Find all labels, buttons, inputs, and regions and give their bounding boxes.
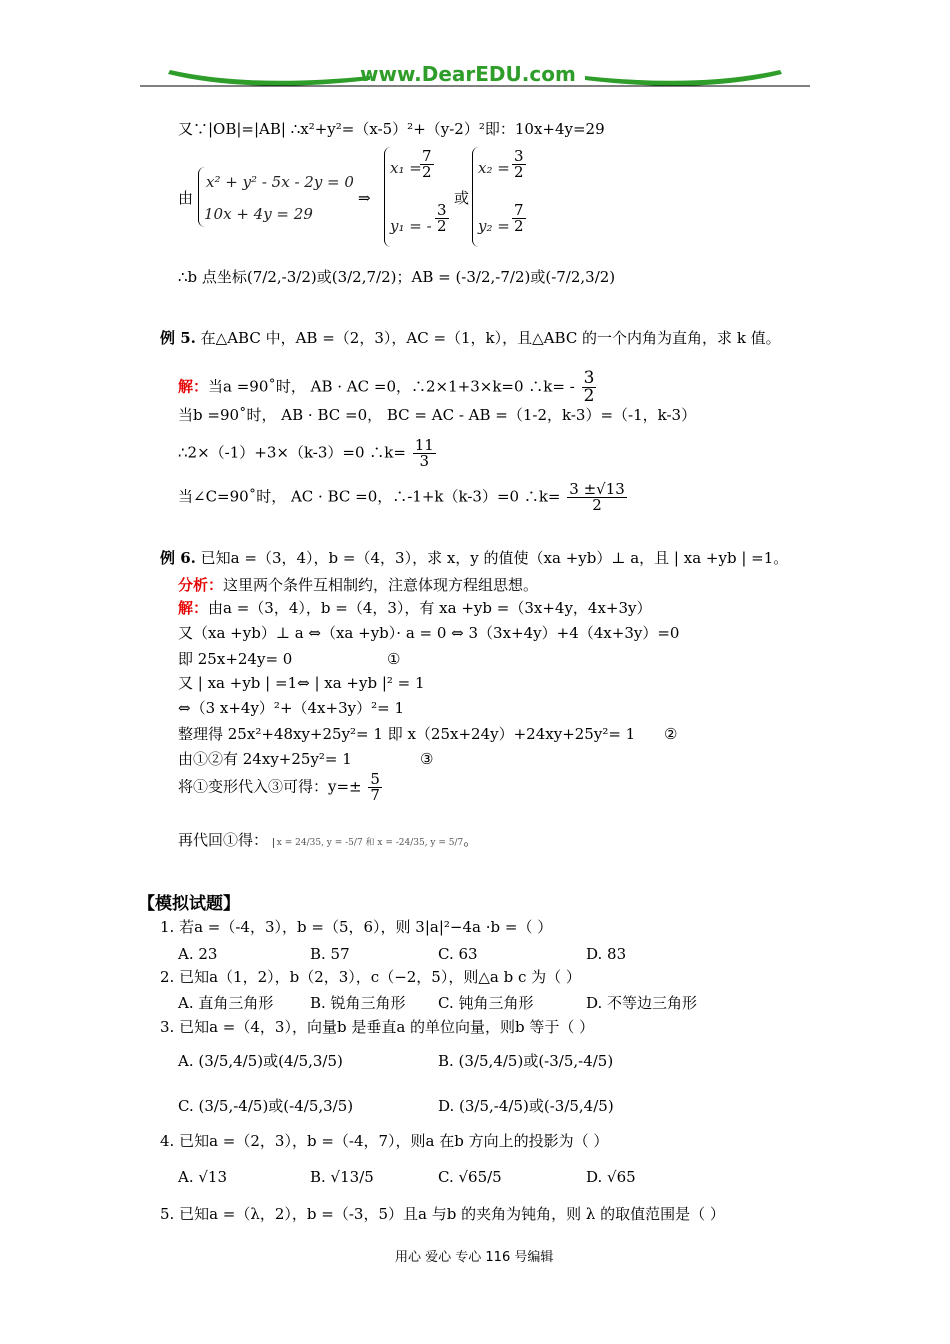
- ex6-line-9-end: 。: [463, 831, 479, 849]
- q1-opt-c: C. 63: [438, 945, 478, 963]
- ex6-sol-label: 解：: [178, 599, 209, 617]
- ex5-header: [160, 331, 781, 346]
- x2-label: x₂ =: [478, 159, 510, 177]
- y2-den: 2: [514, 217, 524, 235]
- ex6-line-9: [178, 833, 478, 848]
- q1: 1. 若a =（-4，3），b =（5，6），则 3|a|²−4a ·b =（ ）: [160, 918, 553, 936]
- header-logo-text: www.DearEDU.com: [360, 62, 576, 86]
- ex5-l4-den: 2: [567, 497, 627, 513]
- ex5-l1-num: 3: [583, 368, 595, 388]
- ex6-mark-3: ③: [420, 750, 434, 768]
- ex6-mark-2: ②: [664, 725, 678, 743]
- q3-opt-c: C. (3/5,-4/5)或(-4/5,3/5): [178, 1097, 354, 1115]
- equation-system: [178, 145, 598, 250]
- ex5-line-1-frac: [582, 370, 597, 405]
- ex6-analysis-text: 这里两个条件互相制约，注意体现方程组思想。: [223, 576, 539, 594]
- q4: 4. 已知a =（2，3），b =（-4，7），则a 在b 方向上的投影为（ ）: [160, 1132, 609, 1150]
- ex5-line-4: [178, 482, 629, 513]
- ex6-question: 已知a =（3，4），b =（4，3），求 x，y 的值使（xa +yb）⊥ a，且 | xa +yb | =1。: [200, 549, 789, 567]
- ex5-line-4-text: 当∠C=90˚时， AC · BC =0，∴-1+k（k-3）=0 ∴k=: [178, 487, 561, 506]
- y2-label: y₂ =: [478, 217, 510, 235]
- ex6-line-9-text: 再代回①得：: [178, 831, 269, 849]
- y1-num: 3: [437, 201, 447, 219]
- ex5-line-4-frac: [567, 482, 627, 513]
- ex6-line-7: 由①②有 24xy+25y²= 1: [178, 750, 352, 768]
- ex5-line-1-text: 当a =90˚时， AB · AC =0，∴2×1+3×k=0 ∴k= -: [208, 377, 575, 396]
- x1-den: 2: [422, 163, 432, 181]
- exercises-title: 【模拟试题】: [138, 894, 240, 914]
- ex6-analysis: [178, 578, 538, 593]
- ex6-line-8-text: 将①变形代入③可得：y=±: [178, 777, 362, 796]
- q4-opt-d: D. √65: [586, 1168, 636, 1186]
- ex6-line-4: 又 | xa +yb | =1⇔ | xa +yb |² = 1: [178, 674, 425, 692]
- y2-frac: [512, 203, 526, 234]
- q2-opt-d: D. 不等边三角形: [586, 994, 698, 1012]
- ex6-line-6: 整理得 25x²+48xy+25y²= 1 即 x（25x+24y）+24xy+25y²= 1: [178, 725, 636, 743]
- ex5-l1-den: 2: [583, 386, 595, 406]
- ex6-line-9-small: x = 24/35, y = -5/7 和 x = -24/35, y = 5/7: [273, 838, 463, 848]
- ex6-header: [160, 551, 788, 566]
- ex6-line-1-text: 由a =（3，4），b =（4，3），有 xa +yb =（3x+4y，4x+3y）: [208, 599, 652, 617]
- q2: 2. 已知a（1，2），b（2，3），c（−2，5），则△a b c 为（ ）: [160, 968, 581, 986]
- q4-opt-a: A. √13: [178, 1168, 228, 1186]
- y1-den: 2: [437, 217, 447, 235]
- q4-opt-b: B. √13/5: [310, 1168, 374, 1186]
- q2-opt-a: A. 直角三角形: [178, 994, 274, 1012]
- ex5-line-3-frac: [413, 438, 436, 469]
- eq-1: x² + y² - 5x - 2y = 0: [206, 173, 354, 191]
- ex6-line-8: [178, 772, 384, 803]
- q1-opt-a: A. 23: [178, 945, 218, 963]
- q3-opt-d: D. (3/5,-4/5)或(-3/5,4/5): [438, 1097, 614, 1115]
- y2-num: 7: [514, 201, 524, 219]
- ex6-line-2: 又（xa +yb）⊥ a ⇔（xa +yb）· a = 0 ⇔ 3（3x+4y）+4（4x+3y）=0: [178, 624, 680, 642]
- x2-num: 3: [514, 147, 524, 165]
- q2-opt-c: C. 钝角三角形: [438, 994, 534, 1012]
- x2-frac: [512, 149, 526, 180]
- x2-den: 2: [514, 163, 524, 181]
- ex5-line-1: [178, 370, 598, 405]
- q1-opt-d: D. 83: [586, 945, 627, 963]
- system-prefix: 由: [178, 189, 194, 207]
- ex6-l8-num: 5: [370, 770, 380, 788]
- ex5-line-3: [178, 438, 438, 469]
- y1-label: y₁ = -: [390, 217, 432, 235]
- q3-opt-a: A. (3/5,4/5)或(4/5,3/5): [178, 1052, 343, 1070]
- implies-arrow: ⇒: [358, 189, 371, 207]
- ex6-line-1: [178, 601, 652, 616]
- ex5-l4-num: 3 ±√13: [569, 480, 625, 498]
- eq-2: 10x + 4y = 29: [204, 205, 313, 223]
- ex6-l8-den: 7: [370, 786, 380, 804]
- or-word: 或: [454, 189, 470, 207]
- ex6-line-8-frac: [368, 772, 382, 803]
- q1-opt-b: B. 57: [310, 945, 350, 963]
- ex5-l3-den: 3: [413, 453, 436, 469]
- y1-frac: [435, 203, 449, 234]
- q5: 5. 已知a =（λ，2），b =（-3，5）且a 与b 的夹角为钝角，则 λ 的取值范围是（ ）: [160, 1205, 725, 1223]
- q3-opt-b: B. (3/5,4/5)或(-3/5,-4/5): [438, 1052, 614, 1070]
- ex6-label: 例 6.: [160, 549, 196, 567]
- q4-opt-c: C. √65/5: [438, 1168, 502, 1186]
- ex6-mark-1: ①: [387, 650, 401, 668]
- ex5-line-3-text: ∴2×（-1）+3×（k-3）=0 ∴k=: [178, 443, 406, 462]
- x1-frac: [420, 149, 434, 180]
- proof-line-1: 又∵|OB|=|AB| ∴x²+y²=（x-5）²+（y-2）²即：10x+4y=29: [178, 120, 605, 138]
- q3: 3. 已知a =（4，3），向量b 是垂直a 的单位向量，则b 等于（ ）: [160, 1018, 595, 1036]
- x1-label: x₁ =: [390, 159, 422, 177]
- ex5-line-2: 当b =90˚时， AB · BC =0， BC = AC - AB =（1-2，k-3）=（-1，k-3）: [178, 406, 697, 424]
- ex5-l3-num: 11: [414, 436, 434, 454]
- ex6-line-3: 即 25x+24y= 0: [178, 650, 293, 668]
- proof-conclusion: ∴b 点坐标(7/2,-3/2)或(3/2,7/2)；AB = (-3/2,-7/2)或(-7/2,3/2): [178, 268, 616, 286]
- ex5-label: 例 5.: [160, 329, 196, 347]
- page-footer: 用心 爱心 专心 116 号编辑: [395, 1250, 554, 1265]
- ex6-line-5: ⇔（3 x+4y）²+（4x+3y）²= 1: [178, 699, 404, 717]
- ex6-analysis-label: 分析：: [178, 576, 224, 594]
- ex5-sol-label: 解：: [178, 377, 209, 396]
- q2-opt-b: B. 锐角三角形: [310, 994, 406, 1012]
- header-logo: [140, 58, 810, 92]
- ex5-question: 在△ABC 中，AB =（2，3），AC =（1，k），且△ABC 的一个内角为直角，求 k 值。: [200, 329, 781, 347]
- x1-num: 7: [422, 147, 432, 165]
